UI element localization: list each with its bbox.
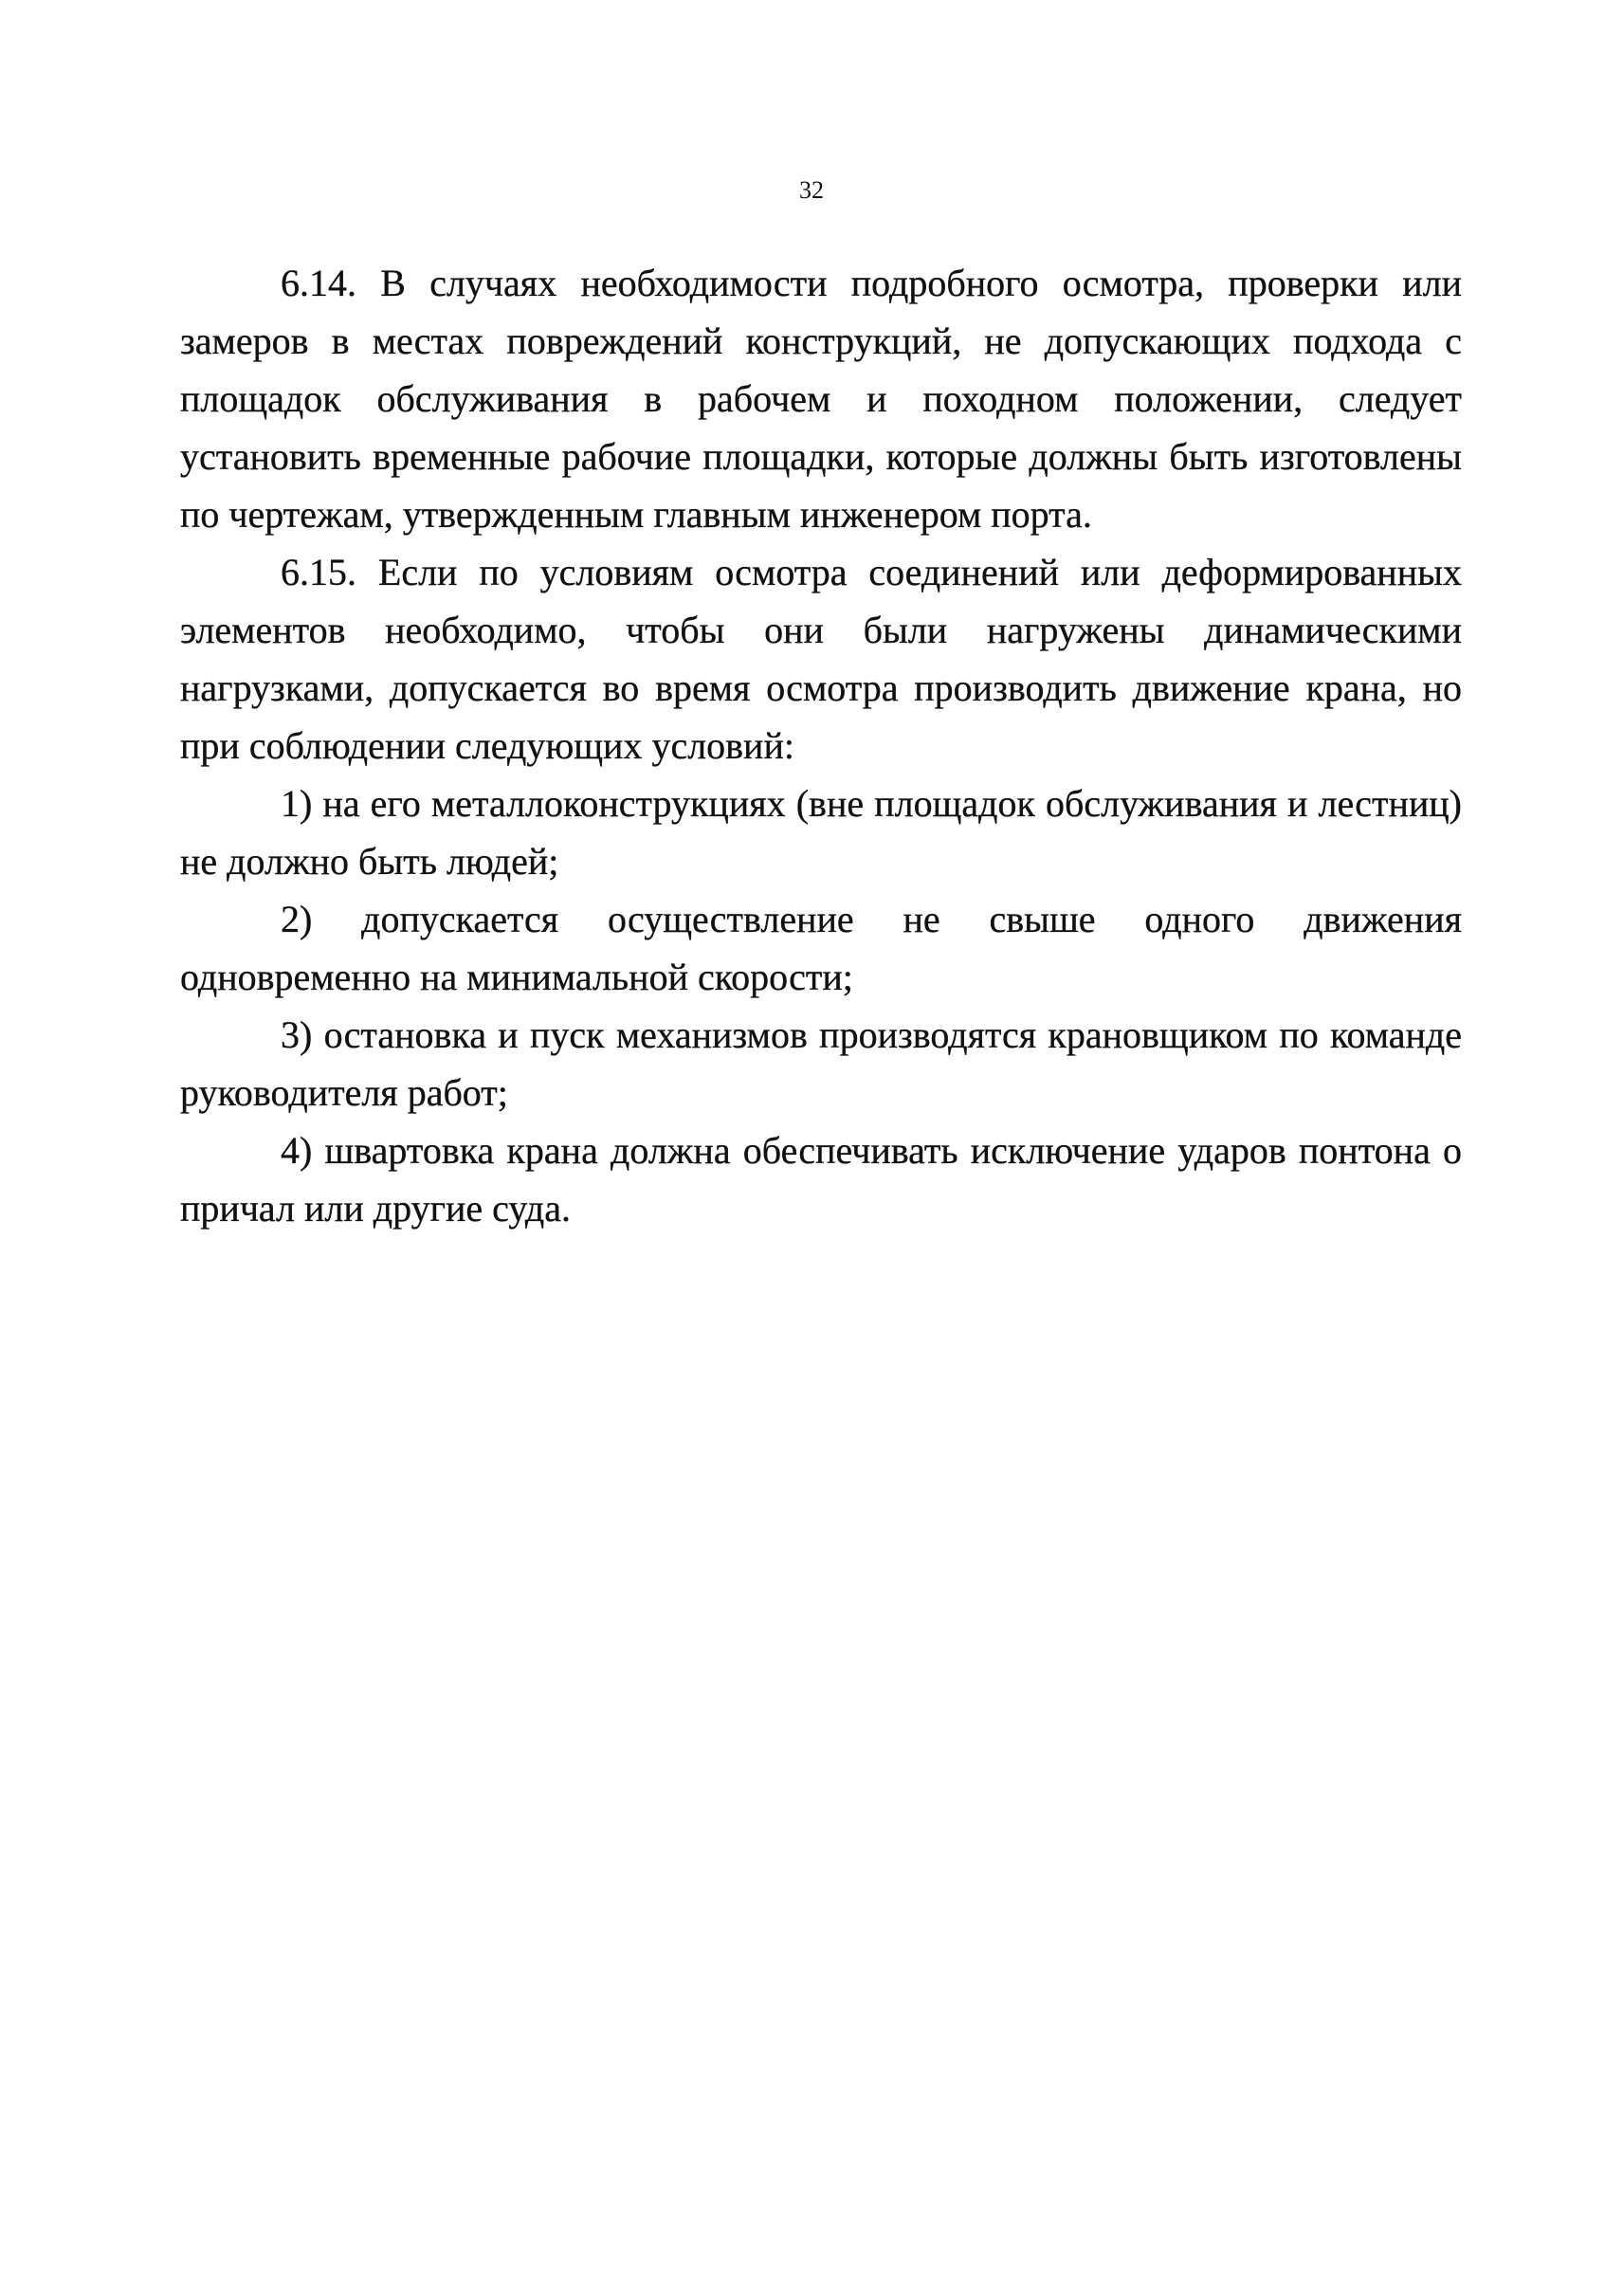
document-body: [180, 254, 1462, 1237]
paragraph-6-15: 6.15. Если по условиям осмотра соединений или деформированных элементов необходимо, чтобы они были нагружены динамическими нагрузками, допускается во время осмотра производить движение крана, но при соблюдении следующих условий:: [180, 551, 1462, 767]
page-number: 32: [799, 176, 824, 204]
condition-item-1: 1) на его металлоконструкциях (вне площадок обслуживания и лестниц) не должно быть людей;: [180, 782, 1462, 883]
condition-item-4: 4) швартовка крана должна обеспечивать исключение ударов понтона о причал или другие суда.: [180, 1129, 1462, 1230]
paragraph-6-14: 6.14. В случаях необходимости подробного осмотра, проверки или замеров в местах повреждений конструкций, не допускающих подхода с площадок обслуживания в рабочем и походном положении, следует установить временные рабочие площадки, которые должны быть изготовлены по чертежам, утвержденным главным инженером порта.: [180, 262, 1462, 536]
condition-item-3: 3) остановка и пуск механизмов производятся крановщиком по команде руководителя работ;: [180, 1013, 1462, 1114]
condition-item-2: 2) допускается осуществление не свыше одного движения одновременно на минимальной скорости;: [180, 898, 1462, 998]
